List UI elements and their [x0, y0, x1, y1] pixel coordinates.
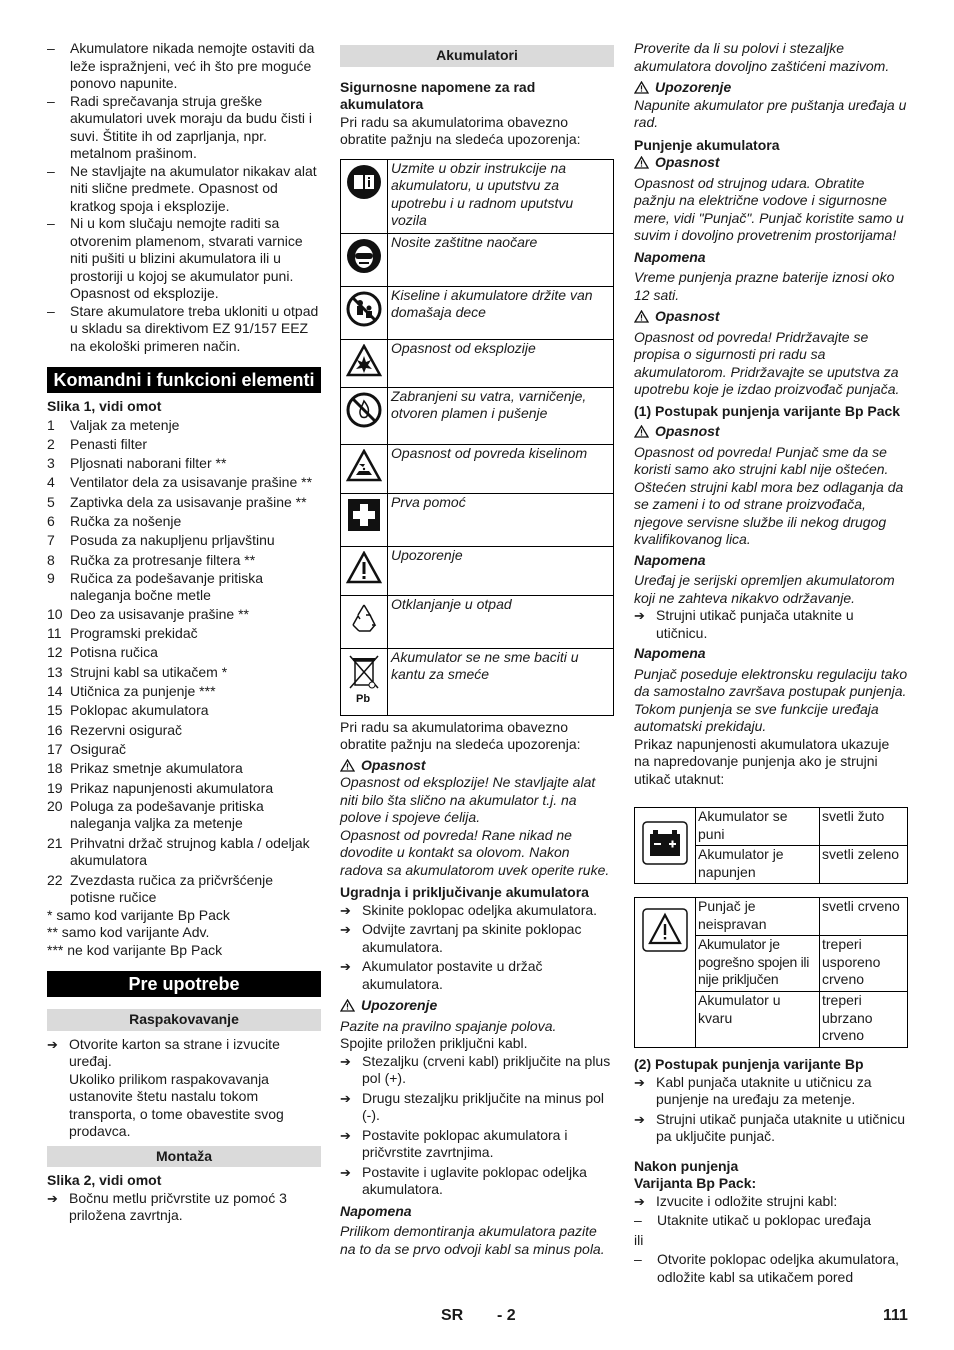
- instruction-step: ➔ Akumulator postavite u držač akumulatora.: [340, 958, 543, 992]
- danger-text: Opasnost od eksplozije! Ne stavljajte alat niti bilo šta slično na akumulator t.j. na polove i spojeve ćelija.: [340, 774, 596, 825]
- note-text: Uređaj je serijski opremljen akumulatorom koji ne zahteva nikakvo održavanje.: [634, 572, 895, 606]
- figure-reference: Slika 1, vidi omot: [47, 398, 162, 414]
- list-item: 1 Valjak za metenje: [47, 416, 180, 433]
- footer-section-page: - 2: [497, 1307, 516, 1324]
- elements-list: [47, 416, 321, 907]
- list-item: 12 Potisna ručica: [47, 644, 158, 661]
- subheading-batteries: Akumulatori: [340, 45, 614, 67]
- instruction-step: ➔ Postavite poklopac akumulatora i pričvrstite zavrtnjima.: [340, 1126, 568, 1160]
- instruction-step: ➔ Drugu stezaljku priključite na minus pol (-).: [340, 1089, 604, 1123]
- paragraph: Prikaz napunjenosti akumulatora ukazuje na napredovanje punjenja ako je strujni utikač utaknut:: [634, 735, 890, 787]
- list-item: 16 Rezervni osigurač: [47, 721, 183, 738]
- list-item: 9 Ručica za podešavanje pritiska naleganja bočne metle: [47, 569, 263, 604]
- note-heading: Napomena: [634, 645, 706, 661]
- arrow-right-icon: ➔: [47, 1036, 58, 1052]
- danger-text: Opasnost od povreda! Rane nikad ne dovodite u kontakt sa olovom. Nakon radova sa akumulatorom uvek operite ruke.: [340, 826, 610, 878]
- arrow-right-icon: ➔: [340, 959, 351, 974]
- table-row: Akumulator je napunjen svetli zeleno: [635, 846, 908, 884]
- list-item: 6 Ručka za nošenje: [47, 512, 182, 529]
- paragraph: Proverite da li su polovi i stezaljke akumulatora dovoljno zaštićeni mazivom.: [634, 40, 890, 74]
- caution-heading: Upozorenje: [634, 79, 908, 97]
- table-row: Uzmite u obzir instrukcije na akumulatoru, u uputstvu za upotrebu i u radnom uputstvu vozila: [341, 159, 614, 233]
- list-item: 22 Zvezdasta ručica za pričvršćenje potisne ručice: [47, 871, 274, 906]
- or-text: ili: [634, 1231, 644, 1248]
- column-left: [47, 40, 321, 1225]
- list-item: 7 Posuda za nakupljenu prljavštinu: [47, 532, 275, 549]
- list-item: 20 Poluga za podešavanje pritiska naleganja valjka za metenje: [47, 797, 264, 832]
- warning-triangle-icon: [634, 310, 649, 323]
- note-text: Punjač poseduje elektronsku regulaciju tako da samostalno završava postupak punjenja. Tokom punjenja se sve funkcije uređaja automatski prekidaju.: [634, 665, 908, 734]
- crossed-bin-pb-icon: [341, 648, 388, 715]
- arrow-right-icon: ➔: [634, 1074, 645, 1090]
- arrow-right-icon: ➔: [634, 1193, 645, 1209]
- table-row: Akumulator u kvaru treperi ubrzano crveno: [635, 992, 908, 1048]
- paragraph: Pri radu sa akumulatorima obavezno obratite pažnju na sledeća upozorenja:: [340, 718, 581, 752]
- caution-text: Pazite na pravilno spajanje polova.: [340, 1017, 557, 1034]
- heading-charging: Punjenje akumulatora: [634, 136, 780, 153]
- table-row: Opasnost od povreda kiselinom: [341, 444, 614, 493]
- section-heading-before-use: Pre upotrebe: [47, 971, 321, 997]
- svg-text:Pb: Pb: [356, 692, 371, 705]
- arrow-right-icon: ➔: [340, 922, 351, 937]
- instruction-step: ➔ Skinite poklopac odeljka akumulatora.: [340, 901, 598, 918]
- danger-heading: Opasnost: [634, 308, 908, 326]
- note-heading: Napomena: [634, 248, 706, 265]
- subheading-unpacking: Raspakovavanje: [47, 1009, 321, 1031]
- footnote: * samo kod varijante Bp Pack: [47, 906, 230, 923]
- instruction-step: ➔ Strujni utikač punjača utaknite u utičnicu.: [634, 607, 854, 641]
- list-item: 17 Osigurač: [47, 740, 127, 757]
- fault-indicator-table: [634, 897, 908, 1048]
- arrow-right-icon: ➔: [634, 608, 645, 623]
- list-item: 11 Programski prekidač: [47, 625, 198, 642]
- list-item: 8 Ručka za protresanje filtera **: [47, 551, 256, 568]
- instruction-step: ➔ Otvorite karton sa strane i izvucite uređaj.: [47, 1035, 280, 1070]
- warning-indicator-icon: [635, 898, 696, 1048]
- list-item: – Akumulatore nikada nemojte ostaviti da leže ispražnjeni, već ih što pre moguće ponovo napunite.: [47, 40, 315, 91]
- list-item: 2 Penasti filter: [47, 435, 148, 452]
- note-heading: Napomena: [340, 1202, 412, 1219]
- table-row: Upozorenje: [341, 546, 614, 595]
- list-item: 5 Zaptivka dela za usisavanje prašine **: [47, 493, 307, 510]
- instruction-step: ➔ Strujni utikač punjača utaknite u utičnicu pa uključite punjač.: [634, 1110, 906, 1144]
- danger-heading: Opasnost: [340, 757, 614, 775]
- heading-procedure-1: (1) Postupak punjenja varijante Bp Pack: [634, 402, 901, 419]
- paragraph: Spojite priložen priključni kabl.: [340, 1035, 528, 1051]
- instruction-step: ➔ Izvucite i odložite strujni kabl:: [634, 1192, 838, 1209]
- list-item: 10 Deo za usisavanje prašine **: [47, 605, 249, 622]
- column-right: [634, 40, 908, 1286]
- acid-burn-icon: [341, 444, 388, 493]
- note-heading: Napomena: [634, 551, 706, 568]
- list-item: 14 Utičnica za punjenje ***: [47, 683, 216, 700]
- arrow-right-icon: ➔: [340, 902, 351, 918]
- instruction-step: ➔ Kabl punjača utaknite u utičnicu za punjenje na uređaju za metenje.: [634, 1073, 872, 1107]
- danger-text: Opasnost od povreda! Pridržavajte se propisa o sigurnosti pri radu sa akumulatorom. Pridržavajte se uputstva za upotrebu koje je izdao proizvođač punjača.: [634, 328, 900, 397]
- heading-safety-notes: Sigurnosne napomene za rad akumulatora: [340, 78, 536, 112]
- warning-triangle-icon: [634, 425, 649, 438]
- warning-triangle-icon: [340, 999, 355, 1012]
- table-row: Kiseline i akumulatore držite van domašaja dece: [341, 286, 614, 339]
- footer-page-number: 111: [883, 1307, 908, 1324]
- warning-triangle-icon: [634, 81, 649, 94]
- arrow-right-icon: ➔: [340, 1053, 351, 1069]
- table-row: Pb Akumulator se ne sme baciti u kantu za smeće: [341, 648, 614, 715]
- paragraph: Pri radu sa akumulatorima obavezno obratite pažnju na sledeća upozorenja:: [340, 113, 581, 147]
- caution-text: Napunite akumulator pre puštanja uređaja u rad.: [634, 96, 907, 130]
- note-text: Vreme punjenja prazne baterije iznosi oko 12 sati.: [634, 269, 895, 303]
- subheading-mounting: Montaža: [47, 1146, 321, 1168]
- figure-reference: Slika 2, vidi omot: [47, 1172, 162, 1189]
- list-item: 3 Pljosnati naborani filter **: [47, 455, 227, 472]
- list-item: – Stare akumulatore treba ukloniti u otpad u skladu sa direktivom EZ 91/157 EEZ na ekološki primeren način.: [47, 302, 319, 354]
- list-item: – Ne stavljajte na akumulator nikakav alat niti slične predmete. Opasnost od kratkog spoja i eksplozije.: [47, 162, 317, 214]
- arrow-right-icon: ➔: [340, 1164, 351, 1180]
- heading-after-charging: Nakon punjenja: [634, 1157, 739, 1174]
- list-item: – Utaknite utikač u poklopac uređaja: [634, 1212, 872, 1228]
- first-aid-icon: [341, 493, 388, 546]
- explosion-icon: [341, 339, 388, 387]
- list-item: 15 Poklopac akumulatora: [47, 702, 209, 719]
- footnote: ** samo kod varijante Adv.: [47, 924, 210, 941]
- goggles-icon: [341, 233, 388, 286]
- danger-text: Opasnost od povreda! Punjač sme da se koristi samo ako strujni kabl nije oštećen. Oštećen strujni kabl mora bez odlaganja da se zameni i to od strane proizvođača, njegove servisne službe ili nekog drugog kvalifikovanog lica.: [634, 443, 904, 547]
- warning-triangle-icon: [634, 156, 649, 169]
- table-row: Akumulator je pogrešno spojen ili nije priključen treperi usporeno crveno: [635, 936, 908, 992]
- list-item: 13 Strujni kabl sa utikačem *: [47, 663, 228, 680]
- instruction-step: ➔ Bočnu metlu pričvrstite uz pomoć 3 priložena zavrtnja.: [47, 1189, 287, 1224]
- heading-install: Ugradnja i priključivanje akumulatora: [340, 884, 589, 900]
- no-fire-icon: [341, 387, 388, 444]
- list-item: 19 Prikaz napunjenosti akumulatora: [47, 779, 274, 796]
- footnotes: [47, 907, 321, 960]
- table-row: Punjač je neispravan svetli crveno: [635, 898, 908, 936]
- instruction-step: ➔ Stezaljku (crveni kabl) priključite na plus pol (+).: [340, 1052, 611, 1086]
- arrow-right-icon: ➔: [340, 1090, 351, 1106]
- keep-children-away-icon: [341, 286, 388, 339]
- footnote: *** ne kod varijante Bp Pack: [47, 941, 223, 958]
- manual-icon: [341, 159, 388, 233]
- heading-variant: Varijanta Bp Pack:: [634, 1175, 757, 1191]
- danger-text: Opasnost od strujnog udara. Obratite pažnju na električne vodove i sigurnosne mere, vidi "Punjač". Punjač koristite samo u suvim i dovoljno provetrenim prostorijama!: [634, 174, 904, 243]
- table-row: Zabranjeni su vatra, varničenje, otvoren plamen i pušenje: [341, 387, 614, 444]
- note-text: Prilikom demontiranja akumulatora pazite na to da se prvo odvoji kabl sa minus pola.: [340, 1223, 605, 1257]
- list-item: 4 Ventilator dela za usisavanje prašine **: [47, 474, 313, 491]
- heading-procedure-2: (2) Postupak punjenja varijante Bp: [634, 1056, 864, 1072]
- battery-indicator-icon: [635, 808, 696, 884]
- arrow-right-icon: ➔: [634, 1111, 645, 1127]
- paragraph: Ukoliko prilikom raspakovavanja ustanovite štetu nastalu tokom transporta, o tome obavestite svog prodavca.: [69, 1070, 284, 1140]
- danger-heading: Opasnost: [634, 154, 908, 172]
- table-row: Opasnost od eksplozije: [341, 339, 614, 387]
- column-middle: [340, 45, 614, 1258]
- table-row: Otklanjanje u otpad: [341, 595, 614, 648]
- arrow-right-icon: ➔: [47, 1190, 58, 1206]
- warning-triangle-icon: [340, 759, 355, 772]
- list-item: – Otvorite poklopac odeljka akumulatora, odložite kabl sa utikačem pored: [634, 1251, 900, 1285]
- table-row: Akumulator se puni svetli žuto: [635, 808, 908, 846]
- list-item: – Radi sprečavanja struja greške akumulatori uvek moraju da budu čisti i suvi. Štitite ih od zaprljanja, npr. metalnom prašinom.: [47, 92, 313, 161]
- list-item: 21 Prihvatni držač strujnog kabla / odeljak akumulatora: [47, 834, 310, 869]
- instruction-step: ➔ Odvijte zavrtanj pa skinite poklopac akumulatora.: [340, 921, 582, 955]
- danger-heading: Opasnost: [634, 423, 908, 441]
- section-heading-controls: Komandni i funkcioni elementi: [47, 367, 321, 393]
- list-item: – Ni u kom slučaju nemojte raditi sa otvorenim plamenom, stvarati varnice niti pušiti u blizini akumulatora ili u prostoriji u kojoj se akumulator puni. Opasnost od eksplozije.: [47, 215, 303, 301]
- caution-heading: Upozorenje: [340, 997, 614, 1015]
- arrow-right-icon: ➔: [340, 1127, 351, 1143]
- warning-icon: [341, 546, 388, 595]
- recycle-icon: [341, 595, 388, 648]
- list-item: 18 Prikaz smetnje akumulatora: [47, 760, 243, 777]
- battery-dash-list: [47, 40, 321, 355]
- table-row: Prva pomoć: [341, 493, 614, 546]
- safety-symbols-table: [340, 159, 614, 716]
- charge-indicator-table: [634, 807, 908, 884]
- instruction-step: ➔ Postavite i uglavite poklopac odeljka akumulatora.: [340, 1163, 587, 1197]
- table-row: Nosite zaštitne naočare: [341, 233, 614, 286]
- footer-language: SR: [441, 1307, 464, 1324]
